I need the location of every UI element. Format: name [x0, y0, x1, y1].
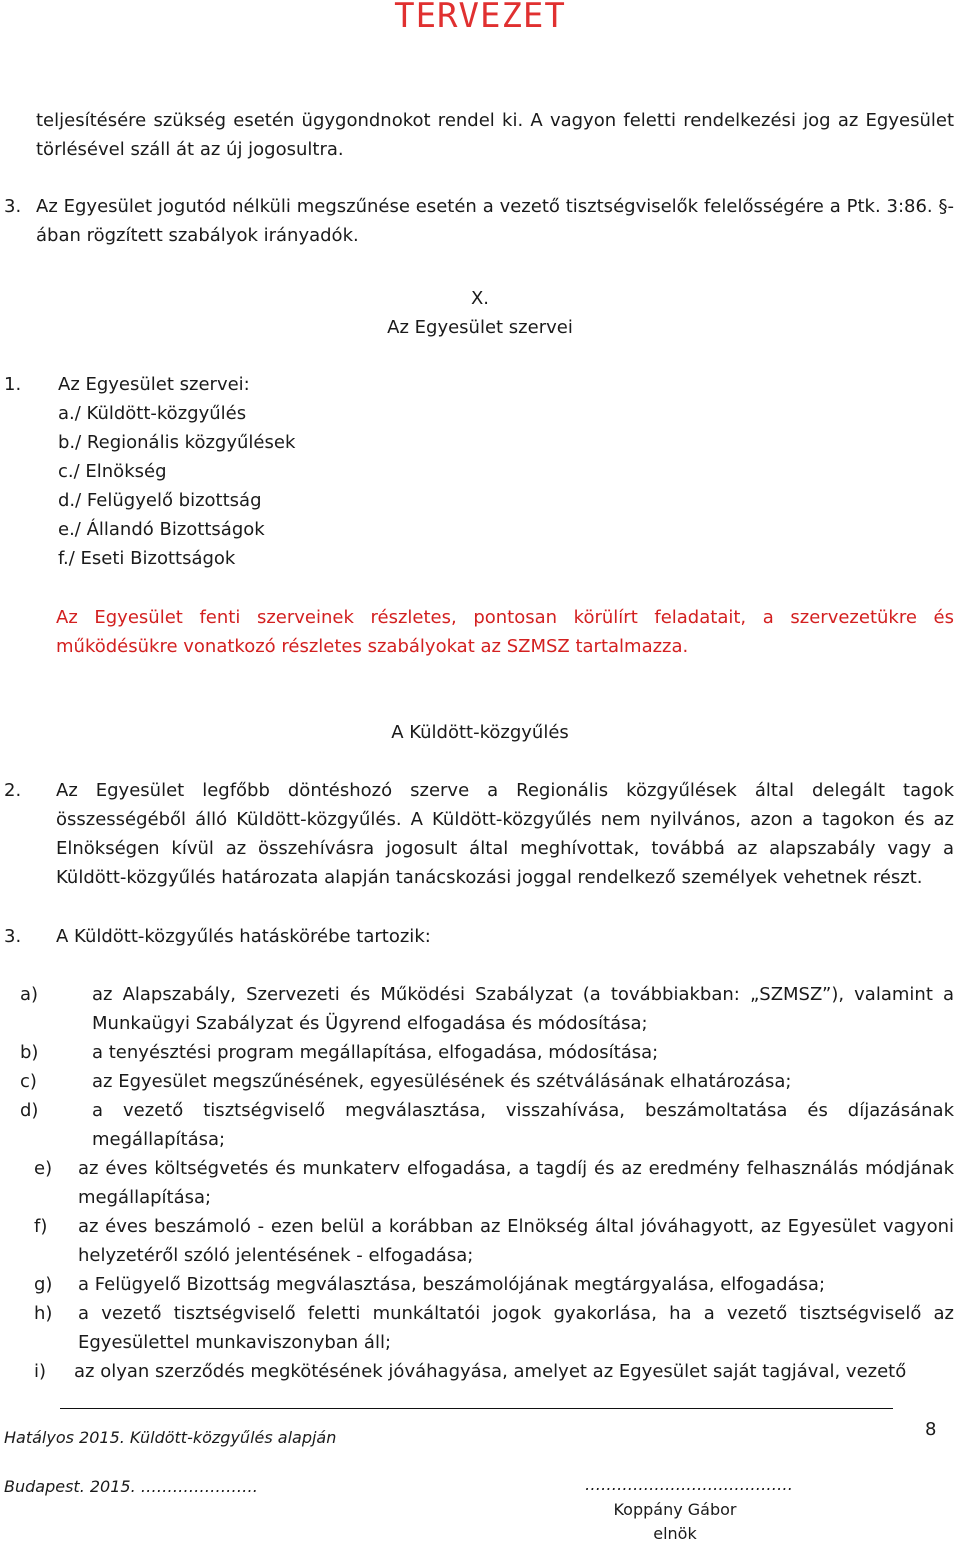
item-text: az éves beszámoló - ezen belül a korábban az Elnökség által jóváhagyott, az Egyesület vagyoni helyzetéről szóló jelentésének - elfogadása; — [78, 1216, 954, 1266]
list-item — [20, 1038, 954, 1067]
list-item: f./ Eseti Bizottságok — [58, 548, 236, 569]
page-number: 8 — [925, 1419, 937, 1440]
item-label: e) — [34, 1158, 53, 1179]
general-assembly-paragraph: Az Egyesület legfőbb döntéshozó szerve a Regionális közgyűlések által delegált tagok összességéből álló Küldött-közgyűlés. A Küldött-közgyűlés nem nyilvános, azon a tagokon és az Elnökségen kívül az összehívásra jogosult által meghívottak, továbbá az alapszabály vagy a Küldött-közgyűlés határozata alapján tanácskozási joggal rendelkező személyek vehetnek részt. — [56, 780, 954, 888]
chapter-title: Az Egyesület szervei — [387, 317, 573, 338]
list-item — [34, 1270, 954, 1299]
list-item — [34, 1212, 954, 1270]
section-title: A Küldött-közgyűlés — [391, 722, 569, 743]
list-item: d./ Felügyelő bizottság — [58, 490, 262, 511]
list-item: c./ Elnökség — [58, 461, 167, 482]
intro-paragraph: teljesítésére szükség esetén ügygondnokot rendel ki. A vagyon feletti rendelkezési jog az Egyesület törlésével száll át az új jogosultra. — [36, 110, 954, 160]
list-item — [34, 1357, 954, 1386]
organs-heading: Az Egyesület szervei: — [58, 374, 250, 395]
item-label: i) — [34, 1361, 47, 1382]
item-text: az Egyesület megszűnésének, egyesülésének és szétválásának elhatározása; — [92, 1071, 792, 1092]
place-date: Budapest. 2015. …………………. — [4, 1477, 258, 1496]
footer-rule — [60, 1408, 893, 1409]
list-item — [20, 1067, 954, 1096]
powers-intro: A Küldött-közgyűlés hatáskörébe tartozik: — [56, 926, 431, 947]
dissolution-paragraph: Az Egyesület jogutód nélküli megszűnése esetén a vezető tisztségviselők felelősségére a Ptk. 3:86. §-ában rögzített szabályok irányadók. — [36, 196, 954, 246]
item-text: a vezető tisztségviselő megválasztása, visszahívása, beszámoltatása és díjazásának megállapítása; — [92, 1100, 954, 1150]
item-text: az éves költségvetés és munkaterv elfogadása, a tagdíj és az eredmény felhasználás módjának megállapítása; — [78, 1158, 954, 1208]
list-item — [20, 1096, 954, 1154]
item-label: h) — [34, 1303, 53, 1324]
item-label: g) — [34, 1274, 53, 1295]
item-text: a vezető tisztségviselő feletti munkáltatói jogok gyakorlása, ha a vezető tisztségviselő az Egyesülettel munkaviszonyban áll; — [78, 1303, 954, 1353]
list-item — [20, 980, 954, 1038]
list-item: e./ Állandó Bizottságok — [58, 519, 265, 540]
list-item — [34, 1154, 954, 1212]
signature-line: ………………………………… — [585, 1475, 793, 1494]
organs-list — [58, 370, 295, 573]
list-item: b./ Regionális közgyűlések — [58, 432, 296, 453]
item-text: az olyan szerződés megkötésének jóváhagyása, amelyet az Egyesület saját tagjával, vezető — [74, 1361, 907, 1382]
item-label: d) — [20, 1100, 39, 1121]
item-label: f) — [34, 1216, 48, 1237]
szmsz-note: Az Egyesület fenti szerveinek részletes, pontosan körülírt feladatait, a szervezetükre és működésükre vonatkozó részletes szabályokat az SZMSZ tartalmazza. — [56, 607, 954, 657]
paragraph-number: 2. — [4, 780, 22, 801]
item-label: c) — [20, 1071, 37, 1092]
list-item — [34, 1299, 954, 1357]
list-item: a./ Küldött-közgyűlés — [58, 403, 247, 424]
organs-number: 1. — [4, 374, 22, 395]
effective-note: Hatályos 2015. Küldött-közgyűlés alapján — [4, 1428, 337, 1447]
item-label: a) — [20, 984, 39, 1005]
paragraph-number: 3. — [4, 926, 22, 947]
item-text: a tenyésztési program megállapítása, elfogadása, módosítása; — [92, 1042, 659, 1063]
draft-watermark: TERVEZET — [394, 0, 566, 36]
item-text: a Felügyelő Bizottság megválasztása, beszámolójának megtárgyalása, elfogadása; — [78, 1274, 826, 1295]
chapter-number: X. — [470, 288, 490, 309]
signer-role: elnök — [653, 1524, 697, 1543]
item-text: az Alapszabály, Szervezeti és Működési Szabályzat (a továbbiakban: „SZMSZ”), valamint a Munkaügyi Szabályzat és Ügyrend elfogadása és módosítása; — [92, 984, 954, 1034]
paragraph-number: 3. — [4, 196, 22, 217]
signer-name: Koppány Gábor — [613, 1500, 737, 1519]
item-label: b) — [20, 1042, 39, 1063]
